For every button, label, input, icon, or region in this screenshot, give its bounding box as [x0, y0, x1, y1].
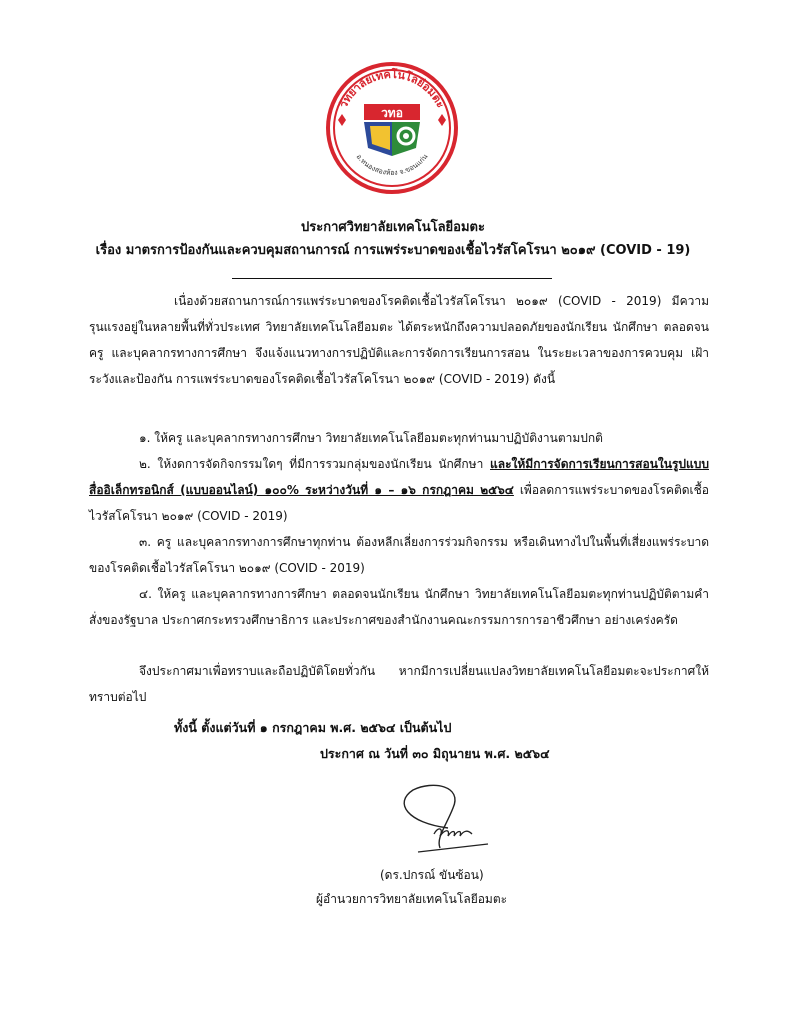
announcement-title: ประกาศวิทยาลัยเทคโนโลยีอมตะ [301, 220, 485, 235]
measure-item-2 [89, 451, 709, 529]
closing-text: จึงประกาศมาเพื่อทราบและถือปฏิบัติโดยทั่วกัน หากมีการเปลี่ยนแปลงวิทยาลัยเทคโนโลยีอมตะจะประกาศให้ทราบต่อไป [89, 664, 709, 704]
intro-text: เนื่องด้วยสถานการณ์การแพร่ระบาดของโรคติดเชื้อไวรัสโคโรนา ๒๐๑๙ (COVID - 2019) มีความรุนแรงอยู่ในหลายพื้นที่ทั่วประเทศ วิทยาลัยเทคโนโลยีอมตะ ได้ตระหนักถึงความปลอดภัยของนักเรียน นักศึกษา ตลอดจนครู และบุคลากรทางการศึกษา จึงแจ้งแนวทางการปฏิบัติและการจัดการเรียนการสอน ในระยะเวลาของการควบคุม เฝ้าระวังและป้องกัน การแพร่ระบาดของโรคติดเชื้อไวรัสโคโรนา ๒๐๑๙ (COVID - 2019) ดังนี้ [89, 294, 709, 386]
director-signature [388, 778, 508, 858]
measure-item-3: ๓. ครู และบุคลากรทางการศึกษาทุกท่าน ต้องหลีกเลี่ยงการร่วมกิจกรรม หรือเดินทางไปในพื้นที่เสี่ยงแพร่ระบาดของโรคติดเชื้อไวรัสโคโรนา ๒๐๑๙ (COVID - 2019) [89, 535, 709, 575]
header-divider [232, 278, 552, 279]
announcement-date: ประกาศ ณ วันที่ ๓๐ มิถุนายน พ.ศ. ๒๕๖๔ [320, 746, 550, 761]
logo-initials: วทอ [381, 106, 403, 120]
closing-paragraph [89, 658, 709, 710]
measure-item-2-post: เพื่อลดการแพร่ระบาดของโรคติดเชื้อไวรัสโคโรนา ๒๐๑๙ (COVID - 2019) [89, 483, 709, 523]
measure-item-4: ๔. ให้ครู และบุคลากรทางการศึกษา ตลอดจนนักเรียน นักศึกษา วิทยาลัยเทคโนโลยีอมตะทุกท่านปฏิบัติตามคำสั่งของรัฐบาล ประกาศกระทรวงศึกษาธิการ และประกาศของสำนักงานคณะกรรมการการอาชีวศึกษา อย่างเคร่งครัด [89, 587, 709, 627]
measures-list [89, 425, 709, 633]
announcement-subject: เรื่อง มาตรการป้องกันและควบคุมสถานการณ์ การแพร่ระบาดของเชื้อไวรัสโคโรนา ๒๐๑๙ (COVID - 19) [95, 243, 691, 258]
logo-ring-text: วิทยาลัยเทคโนโลยีอมตะ [336, 67, 448, 111]
effective-date: ทั้งนี้ ตั้งแต่วันที่ ๑ กรกฎาคม พ.ศ. ๒๕๖๔ เป็นต้นไป [174, 720, 452, 735]
measure-item-1: ๑. ให้ครู และบุคลากรทางการศึกษา วิทยาลัยเทคโนโลยีอมตะทุกท่านมาปฏิบัติงานตามปกติ [139, 431, 603, 445]
measure-item-2-pre: ๒. ให้งดการจัดกิจกรรมใดๆ ที่มีการรวมกลุ่มของนักเรียน นักศึกษา [139, 457, 490, 471]
measure-item-2-emphasis: และให้มีการจัดการเรียนการสอนในรูปแบบสื่ออิเล็กทรอนิกส์ (แบบออนไลน์) ๑๐๐% ระหว่างวันที่ ๑ – ๑๖ กรกฎาคม ๒๕๖๔ [89, 457, 709, 497]
signatory-position: ผู้อำนวยการวิทยาลัยเทคโนโลยีอมตะ [316, 892, 508, 906]
intro-paragraph [89, 288, 709, 392]
signatory-name: (ดร.ปกรณ์ ขันซ้อน) [380, 868, 484, 882]
logo-bottom-text: อ.หนองสองห้อง จ.ขอนแก่น [354, 152, 430, 177]
college-logo [324, 60, 460, 196]
